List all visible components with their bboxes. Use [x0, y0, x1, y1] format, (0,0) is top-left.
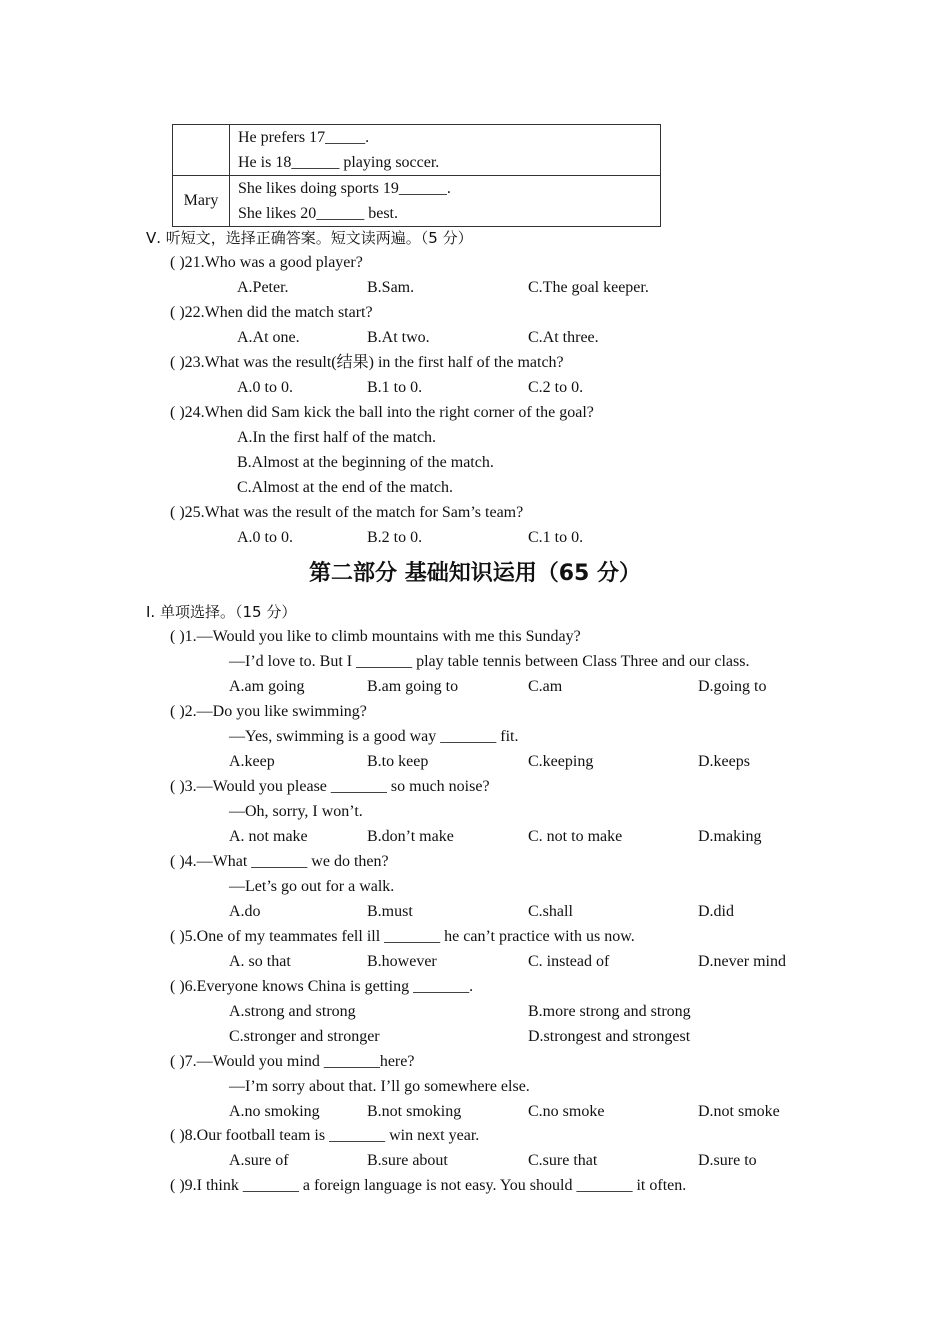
question-text: ( )22.When did the match start? — [170, 304, 373, 321]
option-c: C.At three. — [528, 329, 599, 346]
section-heading: Ⅰ. 单项选择。（15 分） — [146, 603, 297, 621]
option-a: A.0 to 0. — [237, 379, 293, 396]
option-a: A.strong and strong — [229, 1003, 356, 1020]
option-b: B.Sam. — [367, 279, 415, 296]
option-b: B.to keep — [367, 753, 429, 770]
part-title: 第二部分 基础知识运用（65 分） — [309, 561, 641, 586]
question-response: —Oh, sorry, I won’t. — [229, 803, 363, 820]
question-text: ( )5.One of my teammates fell ill _______ he can’t practice with us now. — [170, 928, 635, 945]
question-text: ( )4.—What _______ we do then? — [170, 853, 389, 870]
option-b: B.must — [367, 903, 413, 920]
option-d: D.never mind — [698, 953, 786, 970]
option-c: C.stronger and stronger — [229, 1028, 380, 1045]
option-c: C.shall — [528, 903, 573, 920]
option-d: D.going to — [698, 678, 767, 695]
option-b: B.2 to 0. — [367, 529, 423, 546]
question-text: ( )2.—Do you like swimming? — [170, 703, 367, 720]
option-b: B.more strong and strong — [528, 1003, 691, 1020]
option-a: A.keep — [229, 753, 275, 770]
option-a: A.0 to 0. — [237, 529, 293, 546]
option-b: B.am going to — [367, 678, 459, 695]
question-text: ( )7.—Would you mind _______here? — [170, 1053, 415, 1070]
info-table — [172, 124, 661, 227]
question-response: —Yes, swimming is a good way _______ fit. — [229, 728, 519, 745]
option-b: B.not smoking — [367, 1103, 462, 1120]
table-line: He prefers 17_____. — [238, 129, 370, 146]
option-b: B.1 to 0. — [367, 379, 423, 396]
table-line: She likes doing sports 19______. — [238, 180, 451, 197]
question-text: ( )6.Everyone knows China is getting _______. — [170, 978, 474, 995]
question-text: ( )8.Our football team is _______ win next year. — [170, 1127, 480, 1144]
option-c: C. instead of — [528, 953, 610, 970]
question-text: ( )1.—Would you like to climb mountains with me this Sunday? — [170, 628, 581, 645]
option-a: A.do — [229, 903, 261, 920]
question-response: —Let’s go out for a walk. — [229, 878, 395, 895]
option-c: C. not to make — [528, 828, 623, 845]
option-a: A.Peter. — [237, 279, 289, 296]
table-name-cell — [173, 125, 230, 176]
question-response: —I’m sorry about that. I’ll go somewhere else. — [229, 1078, 530, 1095]
option-c: C.keeping — [528, 753, 594, 770]
option-c: C.The goal keeper. — [528, 279, 649, 296]
option-a: A. so that — [229, 953, 291, 970]
option-d: D.not smoke — [698, 1103, 780, 1120]
question-text: ( )9.I think _______ a foreign language is not easy. You should _______ it often. — [170, 1177, 687, 1194]
option-c: C.2 to 0. — [528, 379, 584, 396]
option-a: A.sure of — [229, 1152, 289, 1169]
table-line: He is 18______ playing soccer. — [238, 154, 440, 171]
question-text: ( )23.What was the result(结果) in the first half of the match? — [170, 354, 564, 371]
option-b: B.At two. — [367, 329, 430, 346]
option-d: D.sure to — [698, 1152, 757, 1169]
option-c: C.sure that — [528, 1152, 598, 1169]
option-a: A.At one. — [237, 329, 300, 346]
option-d: D.making — [698, 828, 762, 845]
question-text: ( )24.When did Sam kick the ball into the right corner of the goal? — [170, 404, 594, 421]
option-c: C.Almost at the end of the match. — [237, 479, 453, 496]
question-text: ( )25.What was the result of the match for Sam’s team? — [170, 504, 524, 521]
table-name-cell: Mary — [173, 176, 230, 227]
table-row — [173, 176, 661, 227]
option-a: A.In the first half of the match. — [237, 429, 437, 446]
option-b: B.sure about — [367, 1152, 448, 1169]
option-b: B.don’t make — [367, 828, 454, 845]
option-d: D.strongest and strongest — [528, 1028, 691, 1045]
option-d: D.did — [698, 903, 734, 920]
question-text: ( )3.—Would you please _______ so much noise? — [170, 778, 490, 795]
option-a: A.no smoking — [229, 1103, 320, 1120]
table-line: She likes 20______ best. — [238, 205, 398, 222]
option-a: A. not make — [229, 828, 308, 845]
option-c: C.no smoke — [528, 1103, 605, 1120]
table-row — [173, 125, 661, 176]
option-a: A.am going — [229, 678, 305, 695]
option-c: C.1 to 0. — [528, 529, 584, 546]
option-b: B.however — [367, 953, 437, 970]
option-b: B.Almost at the beginning of the match. — [237, 454, 494, 471]
question-text: ( )21.Who was a good player? — [170, 254, 363, 271]
section-heading: Ⅴ. 听短文，选择正确答案。短文读两遍。（5 分） — [146, 229, 473, 247]
question-response: —I’d love to. But I _______ play table tennis between Class Three and our class. — [229, 653, 750, 670]
option-c: C.am — [528, 678, 563, 695]
option-d: D.keeps — [698, 753, 750, 770]
